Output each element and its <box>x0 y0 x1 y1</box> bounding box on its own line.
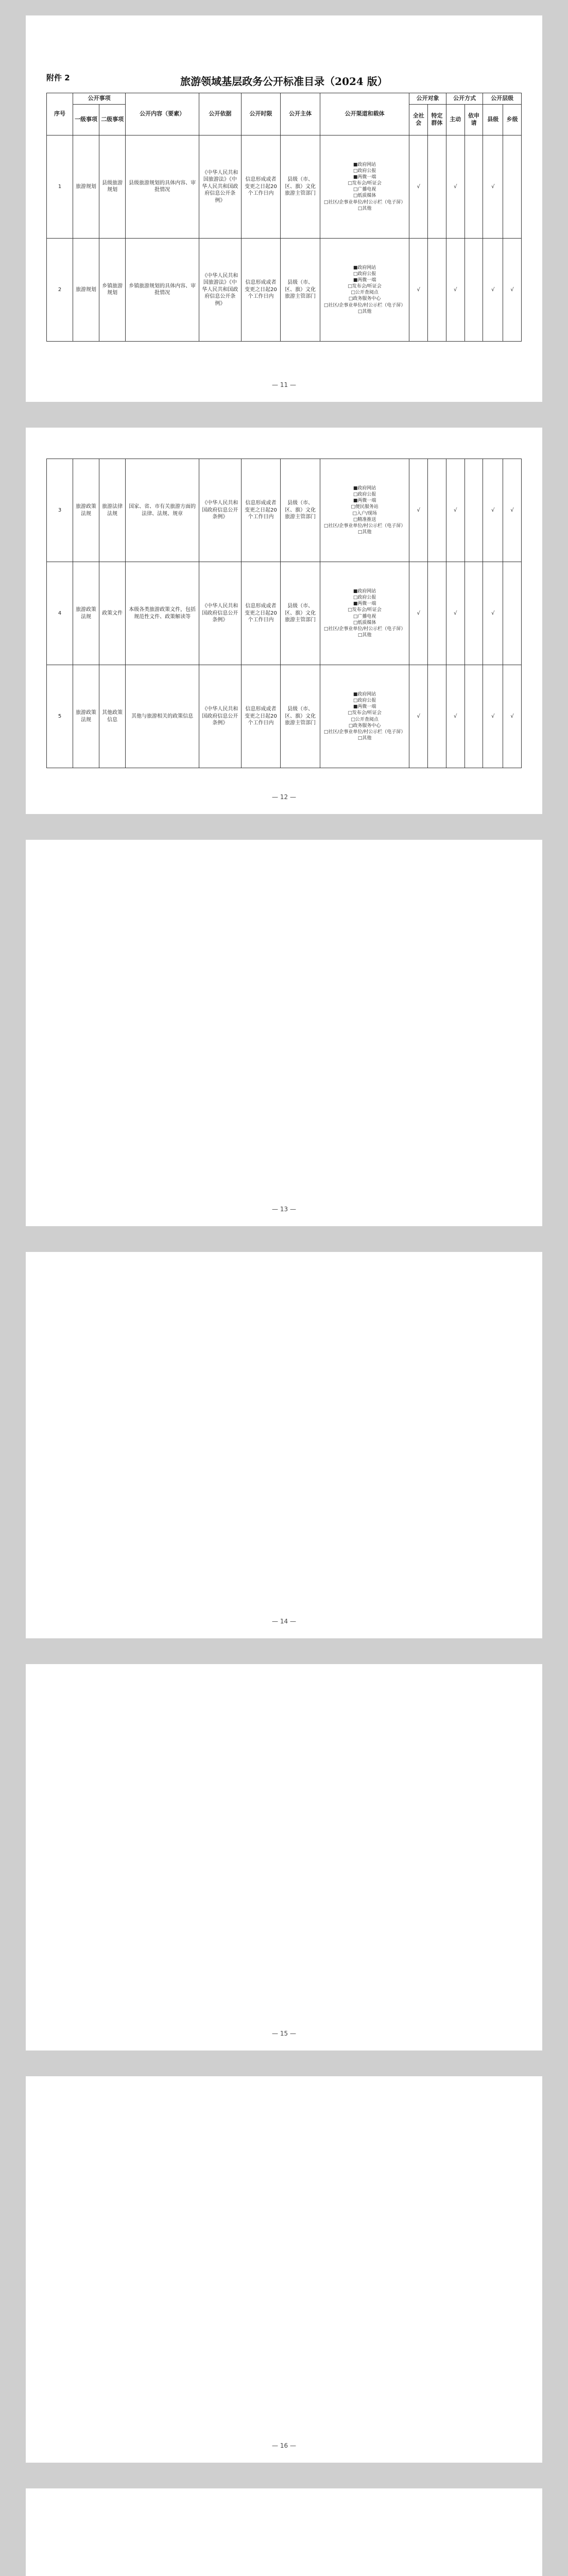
page-number: — 13 — <box>272 1206 296 1213</box>
channel-option: □精准推送 <box>353 517 376 522</box>
channel-option: □发布会/听证会 <box>348 284 382 290</box>
page-number: — 16 — <box>272 2442 296 2449</box>
channel-option: □其他 <box>357 309 372 314</box>
channel-option: □其他 <box>357 632 372 638</box>
row-subject: 县级（市、区、旗）文化旅游主管部门 <box>281 238 320 341</box>
channel-option: ■政府网站 <box>353 162 376 167</box>
row-basis: 《中华人民共和国政府信息公开条例》 <box>199 562 242 665</box>
row-seq: 2 <box>47 238 73 341</box>
header-row-1 <box>47 93 522 105</box>
channel-option: □政府公报 <box>353 595 376 601</box>
row-channel-list <box>320 238 409 341</box>
row-channel-list <box>320 459 409 562</box>
header-mode-group: 公开方式 <box>446 93 483 105</box>
channel-option: □社区/企事业单位/村公示栏（电子屏） <box>323 523 406 529</box>
attachment-label: 附件 2 <box>46 73 70 82</box>
row-l1: 旅游政策法规 <box>73 665 99 768</box>
channel-option: □政府公报 <box>353 271 376 277</box>
row-content: 国家、省、市有关旅游方面的法律、法规、规章 <box>126 459 199 562</box>
row-basis: 《中华人民共和国旅游法》《中华人民共和国政府信息公开条例》 <box>199 135 242 238</box>
row-active-check: √ <box>446 135 464 238</box>
document-page-2 <box>26 428 542 814</box>
header-subject: 公开主体 <box>281 93 320 135</box>
channel-option: □公开查阅点 <box>351 717 378 722</box>
document-title: 旅游领域基层政务公开标准目录（2024 版） <box>180 75 388 88</box>
row-request-check <box>464 665 483 768</box>
row-public-check: √ <box>409 459 428 562</box>
document-page-6 <box>26 2076 542 2463</box>
channel-option: ■政府网站 <box>353 265 376 270</box>
row-l1: 旅游规划 <box>73 238 99 341</box>
row-public-check: √ <box>409 135 428 238</box>
document-page-5 <box>26 1664 542 2050</box>
document-page-1 <box>26 15 542 402</box>
row-seq: 4 <box>47 562 73 665</box>
row-channel-list <box>320 562 409 665</box>
row-l2: 其他政策信息 <box>99 665 126 768</box>
header-l1: 一级事项 <box>73 104 99 135</box>
row-town-check <box>503 562 522 665</box>
header-town: 乡级 <box>503 104 522 135</box>
row-l2: 乡镇旅游规划 <box>99 238 126 341</box>
channel-option: □政府公报 <box>353 168 376 174</box>
row-town-check: √ <box>503 665 522 768</box>
row-subject: 县级（市、区、旗）文化旅游主管部门 <box>281 459 320 562</box>
row-county-check: √ <box>483 135 503 238</box>
header-content: 公开内容（要素） <box>126 93 199 135</box>
table-row <box>47 562 522 665</box>
header-seq: 序号 <box>47 93 73 135</box>
channel-option: □发布会/听证会 <box>348 181 382 187</box>
row-county-check: √ <box>483 562 503 665</box>
row-l2: 旅游法律法规 <box>99 459 126 562</box>
header-request: 依申请 <box>464 104 483 135</box>
channel-option: ■政府网站 <box>353 485 376 491</box>
channel-option: □发布会/听证会 <box>348 710 382 716</box>
channel-option: ■两微一端 <box>353 175 376 180</box>
row-subject: 县级（市、区、旗）文化旅游主管部门 <box>281 562 320 665</box>
channel-option: ■两微一端 <box>353 704 376 710</box>
row-content: 乡镇旅游规划的具体内容、审批情况 <box>126 238 199 341</box>
row-basis: 《中华人民共和国政府信息公开条例》 <box>199 459 242 562</box>
row-public-check: √ <box>409 562 428 665</box>
page-number: — 12 — <box>272 793 296 801</box>
row-active-check: √ <box>446 562 464 665</box>
row-active-check: √ <box>446 459 464 562</box>
channel-option: ■政府网站 <box>353 691 376 697</box>
channel-option: □入户/现场 <box>352 511 377 516</box>
row-request-check <box>464 562 483 665</box>
row-time: 信息形成或者变更之日起20个工作日内 <box>241 459 281 562</box>
header-items-group: 公开事项 <box>73 93 126 105</box>
header-basis: 公开依据 <box>199 93 242 135</box>
row-subject: 县级（市、区、旗）文化旅游主管部门 <box>281 665 320 768</box>
row-county-check: √ <box>483 238 503 341</box>
header-l2: 二级事项 <box>99 104 126 135</box>
row-time: 信息形成或者变更之日起20个工作日内 <box>241 238 281 341</box>
row-basis: 《中华人民共和国政府信息公开条例》 <box>199 665 242 768</box>
row-time: 信息形成或者变更之日起20个工作日内 <box>241 665 281 768</box>
channel-option: □其他 <box>357 735 372 741</box>
page-number: — 11 — <box>272 381 296 388</box>
row-l2: 县级旅游规划 <box>99 135 126 238</box>
page-number: — 15 — <box>272 2030 296 2037</box>
channel-option: □政务服务中心 <box>348 296 381 302</box>
row-l1: 旅游规划 <box>73 135 99 238</box>
table-row <box>47 238 522 341</box>
channel-option: □政务服务中心 <box>348 723 381 728</box>
header-public: 全社会 <box>409 104 428 135</box>
row-county-check: √ <box>483 459 503 562</box>
row-specific-check <box>428 238 446 341</box>
row-seq: 1 <box>47 135 73 238</box>
row-time: 信息形成或者变更之日起20个工作日内 <box>241 562 281 665</box>
channel-option: □其他 <box>357 206 372 211</box>
row-seq: 5 <box>47 665 73 768</box>
row-public-check: √ <box>409 665 428 768</box>
row-subject: 县级（市、区、旗）文化旅游主管部门 <box>281 135 320 238</box>
header-county: 县级 <box>483 104 503 135</box>
channel-option: □便民服务站 <box>351 504 378 510</box>
channel-option: □广播电视 <box>353 187 376 193</box>
row-l2: 政策文件 <box>99 562 126 665</box>
table-row <box>47 665 522 768</box>
header-specific: 特定群体 <box>428 104 446 135</box>
row-request-check <box>464 238 483 341</box>
row-specific-check <box>428 562 446 665</box>
row-l1: 旅游政策法规 <box>73 562 99 665</box>
row-request-check <box>464 135 483 238</box>
row-town-check: √ <box>503 459 522 562</box>
row-content: 本级各类旅游政策文件，包括规范性文件、政策解读等 <box>126 562 199 665</box>
catalog-table <box>46 93 522 342</box>
channel-option: □其他 <box>357 529 372 535</box>
channel-option: □社区/企事业单位/村公示栏（电子屏） <box>323 626 406 632</box>
channel-option: □纸质媒体 <box>353 193 376 199</box>
row-content: 县级旅游规划的具体内容、审批情况 <box>126 135 199 238</box>
header-object-group: 公开对象 <box>409 93 446 105</box>
channel-option: □社区/企事业单位/村公示栏（电子屏） <box>323 302 406 308</box>
document-page-4 <box>26 1252 542 1638</box>
channel-option: □纸质媒体 <box>353 620 376 625</box>
channel-option: □社区/企事业单位/村公示栏（电子屏） <box>323 729 406 735</box>
document-page-7 <box>26 2488 542 2576</box>
row-seq: 3 <box>47 459 73 562</box>
row-channel-list <box>320 135 409 238</box>
table-row <box>47 459 522 562</box>
row-county-check: √ <box>483 665 503 768</box>
row-basis: 《中华人民共和国旅游法》《中华人民共和国政府信息公开条例》 <box>199 238 242 341</box>
page-number: — 14 — <box>272 1618 296 1625</box>
row-town-check <box>503 135 522 238</box>
row-request-check <box>464 459 483 562</box>
document-page-3 <box>26 840 542 1226</box>
channel-option: □发布会/听证会 <box>348 607 382 613</box>
row-active-check: √ <box>446 665 464 768</box>
row-town-check: √ <box>503 238 522 341</box>
catalog-table <box>46 459 522 768</box>
header-active: 主动 <box>446 104 464 135</box>
table-row <box>47 135 522 238</box>
channel-option: □政府公报 <box>353 492 376 498</box>
row-channel-list <box>320 665 409 768</box>
header-level-group: 公开层级 <box>483 93 522 105</box>
header-channel: 公开渠道和载体 <box>320 93 409 135</box>
header-time: 公开时限 <box>241 93 281 135</box>
row-specific-check <box>428 135 446 238</box>
row-specific-check <box>428 665 446 768</box>
channel-option: ■政府网站 <box>353 588 376 594</box>
channel-option: □政府公报 <box>353 698 376 704</box>
row-l1: 旅游政策法规 <box>73 459 99 562</box>
row-content: 其他与旅游相关的政策信息 <box>126 665 199 768</box>
channel-option: □社区/企事业单位/村公示栏（电子屏） <box>323 199 406 205</box>
row-specific-check <box>428 459 446 562</box>
channel-option: ■两微一端 <box>353 278 376 283</box>
row-time: 信息形成或者变更之日起20个工作日内 <box>241 135 281 238</box>
row-active-check: √ <box>446 238 464 341</box>
channel-option: ■两微一端 <box>353 498 376 504</box>
channel-option: □公开查阅点 <box>351 290 378 296</box>
row-public-check: √ <box>409 238 428 341</box>
channel-option: □广播电视 <box>353 614 376 619</box>
channel-option: ■两微一端 <box>353 601 376 607</box>
